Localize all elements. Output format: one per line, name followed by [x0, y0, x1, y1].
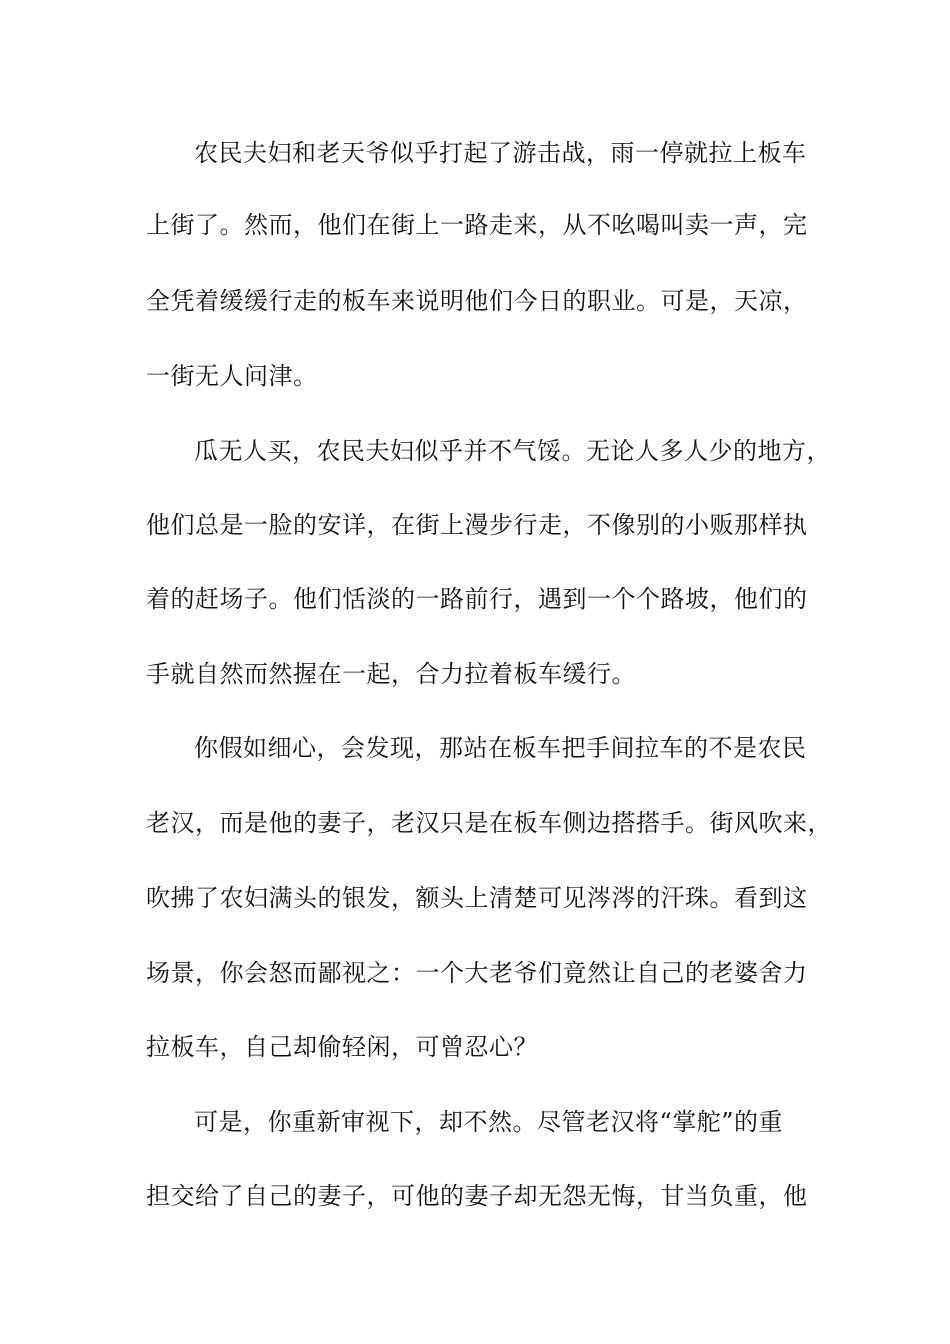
text-line: 瓜无人买，农民夫妇似乎并不气馁。无论人多人少的地方，	[194, 437, 831, 465]
text-line: 拉板车，自己却偷轻闲，可曾忍心？	[146, 1033, 538, 1061]
text-line: 手就自然而然握在一起，合力拉着板车缓行。	[146, 660, 636, 688]
text-line: 他们总是一脸的安详，在街上漫步行走，不像别的小贩那样执	[146, 511, 808, 539]
text-line: 上街了。然而，他们在街上一路走来，从不吆喝叫卖一声，完	[146, 211, 808, 239]
text-line: 老汉，而是他的妻子，老汉只是在板车侧边搭搭手。街风吹来，	[146, 809, 832, 837]
text-line: 农民夫妇和老天爷似乎打起了游击战，雨一停就拉上板车	[194, 139, 807, 167]
text-line: 一街无人问津。	[146, 362, 318, 390]
text-line: 全凭着缓缓行走的板车来说明他们今日的职业。可是，天凉，	[146, 287, 808, 315]
text-line: 场景，你会怒而鄙视之：一个大老爷们竟然让自己的老婆舍力	[146, 959, 808, 987]
text-line: 可是，你重新审视下，却不然。尽管老汉将“掌舵”的重	[194, 1108, 784, 1136]
text-line: 担交给了自己的妻子，可他的妻子却无怨无悔，甘当负重，他	[146, 1182, 808, 1210]
text-line: 着的赶场子。他们恬淡的一路前行，遇到一个个路坡，他们的	[146, 585, 808, 613]
text-line: 你假如细心，会发现，那站在板车把手间拉车的不是农民	[194, 734, 807, 762]
text-line: 吹拂了农妇满头的银发，额头上清楚可见涔涔的汗珠。看到这	[146, 884, 808, 912]
